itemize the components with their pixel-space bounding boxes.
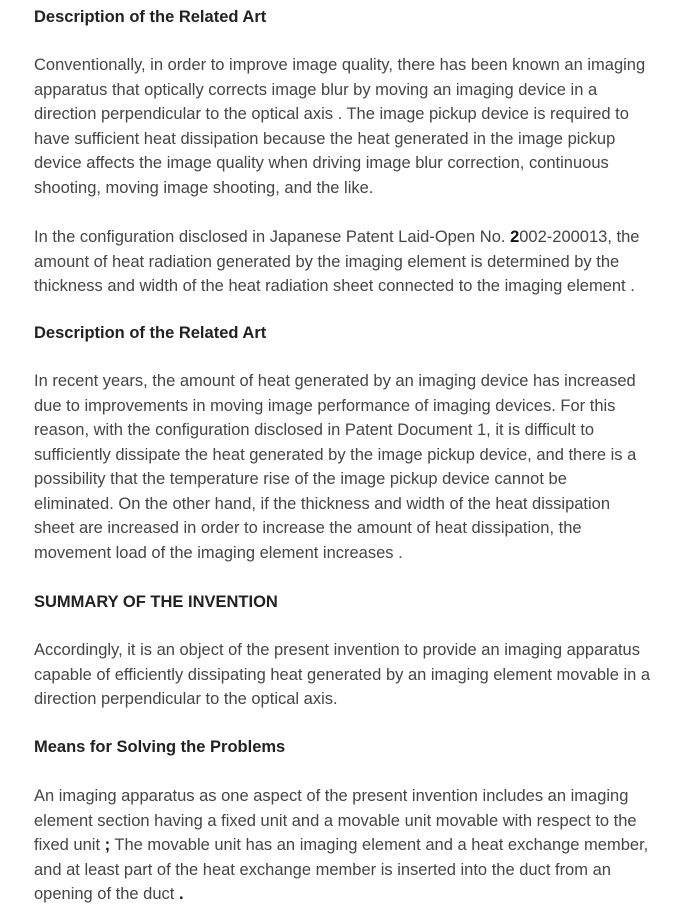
text-line: shooting, moving image shooting, and the like.	[34, 178, 374, 197]
text-line: In recent years, the amount of heat generated by an imaging device has increased	[34, 372, 636, 390]
text-line: reason, with the configuration disclosed in Patent Document 1, it is difficult to	[34, 421, 595, 439]
bold-period: .	[178, 885, 184, 903]
text-line: Accordingly, it is an object of the present invention to provide an imaging apparatus	[34, 641, 640, 659]
bold-semicolon: ;	[104, 836, 111, 854]
paragraph-summary	[34, 638, 650, 712]
text-line: due to improvements in moving image performance of imaging devices. For this	[34, 396, 616, 415]
text-line: thickness and width of the heat radiation sheet connected to the imaging element .	[34, 277, 635, 295]
text-line: possibility that the temperature rise of the image pickup device cannot be	[34, 470, 567, 488]
text-fragment: opening of the duct	[34, 885, 179, 903]
text-line	[34, 225, 639, 250]
text-line: direction perpendicular to the optical axis . The image pickup device is required to	[34, 105, 629, 123]
text-line	[34, 833, 648, 858]
text-fragment: fixed unit	[34, 836, 105, 854]
text-line: movement load of the imaging element increases .	[34, 543, 403, 562]
section-heading-related-art-1: Description of the Related Art	[34, 8, 267, 26]
text-line: direction perpendicular to the optical axis.	[34, 690, 338, 708]
paragraph-problem	[34, 369, 636, 565]
section-heading-related-art-2: Description of the Related Art	[34, 324, 267, 342]
bold-digit: 2	[510, 228, 520, 246]
section-heading-means: Means for Solving the Problems	[34, 738, 286, 756]
text-fragment: 002-200013, the	[519, 228, 640, 246]
text-line: An imaging apparatus as one aspect of the present invention includes an imaging	[34, 787, 629, 805]
section-heading-summary: SUMMARY OF THE INVENTION	[34, 593, 278, 611]
paragraph-conventional-art	[34, 53, 645, 200]
text-line: element section having a fixed unit and a movable unit movable with respect to the	[34, 811, 637, 830]
paragraph-means	[34, 784, 648, 907]
paragraph-patent-reference	[34, 225, 639, 299]
text-line: sufficiently dissipate the heat generated by the image pickup device, and there is a	[34, 445, 637, 464]
text-line: eliminated. On the other hand, if the thickness and width of the heat dissipation	[34, 494, 611, 513]
text-line: and at least part of the heat exchange member is inserted into the duct from an	[34, 860, 611, 879]
text-line: apparatus that optically corrects image blur by moving an imaging device in a	[34, 80, 598, 99]
text-line: device affects the image quality when driving image blur correction, continuous	[34, 154, 609, 172]
text-line: have sufficient heat dissipation because the heat generated in the image pickup	[34, 129, 616, 148]
text-line: Conventionally, in order to improve image quality, there has been known an imaging	[34, 56, 646, 74]
text-line: amount of heat radiation generated by the imaging element is determined by the	[34, 252, 620, 271]
text-line: capable of efficiently dissipating heat generated by an imaging element movable in a	[34, 665, 651, 684]
text-fragment: In the configuration disclosed in Japanese Patent Laid-Open No.	[34, 228, 511, 246]
text-line	[34, 882, 648, 907]
text-line: sheet are increased in order to increase the amount of heat dissipation, the	[34, 519, 582, 537]
text-fragment: The movable unit has an imaging element and a heat exchange member,	[110, 836, 649, 854]
